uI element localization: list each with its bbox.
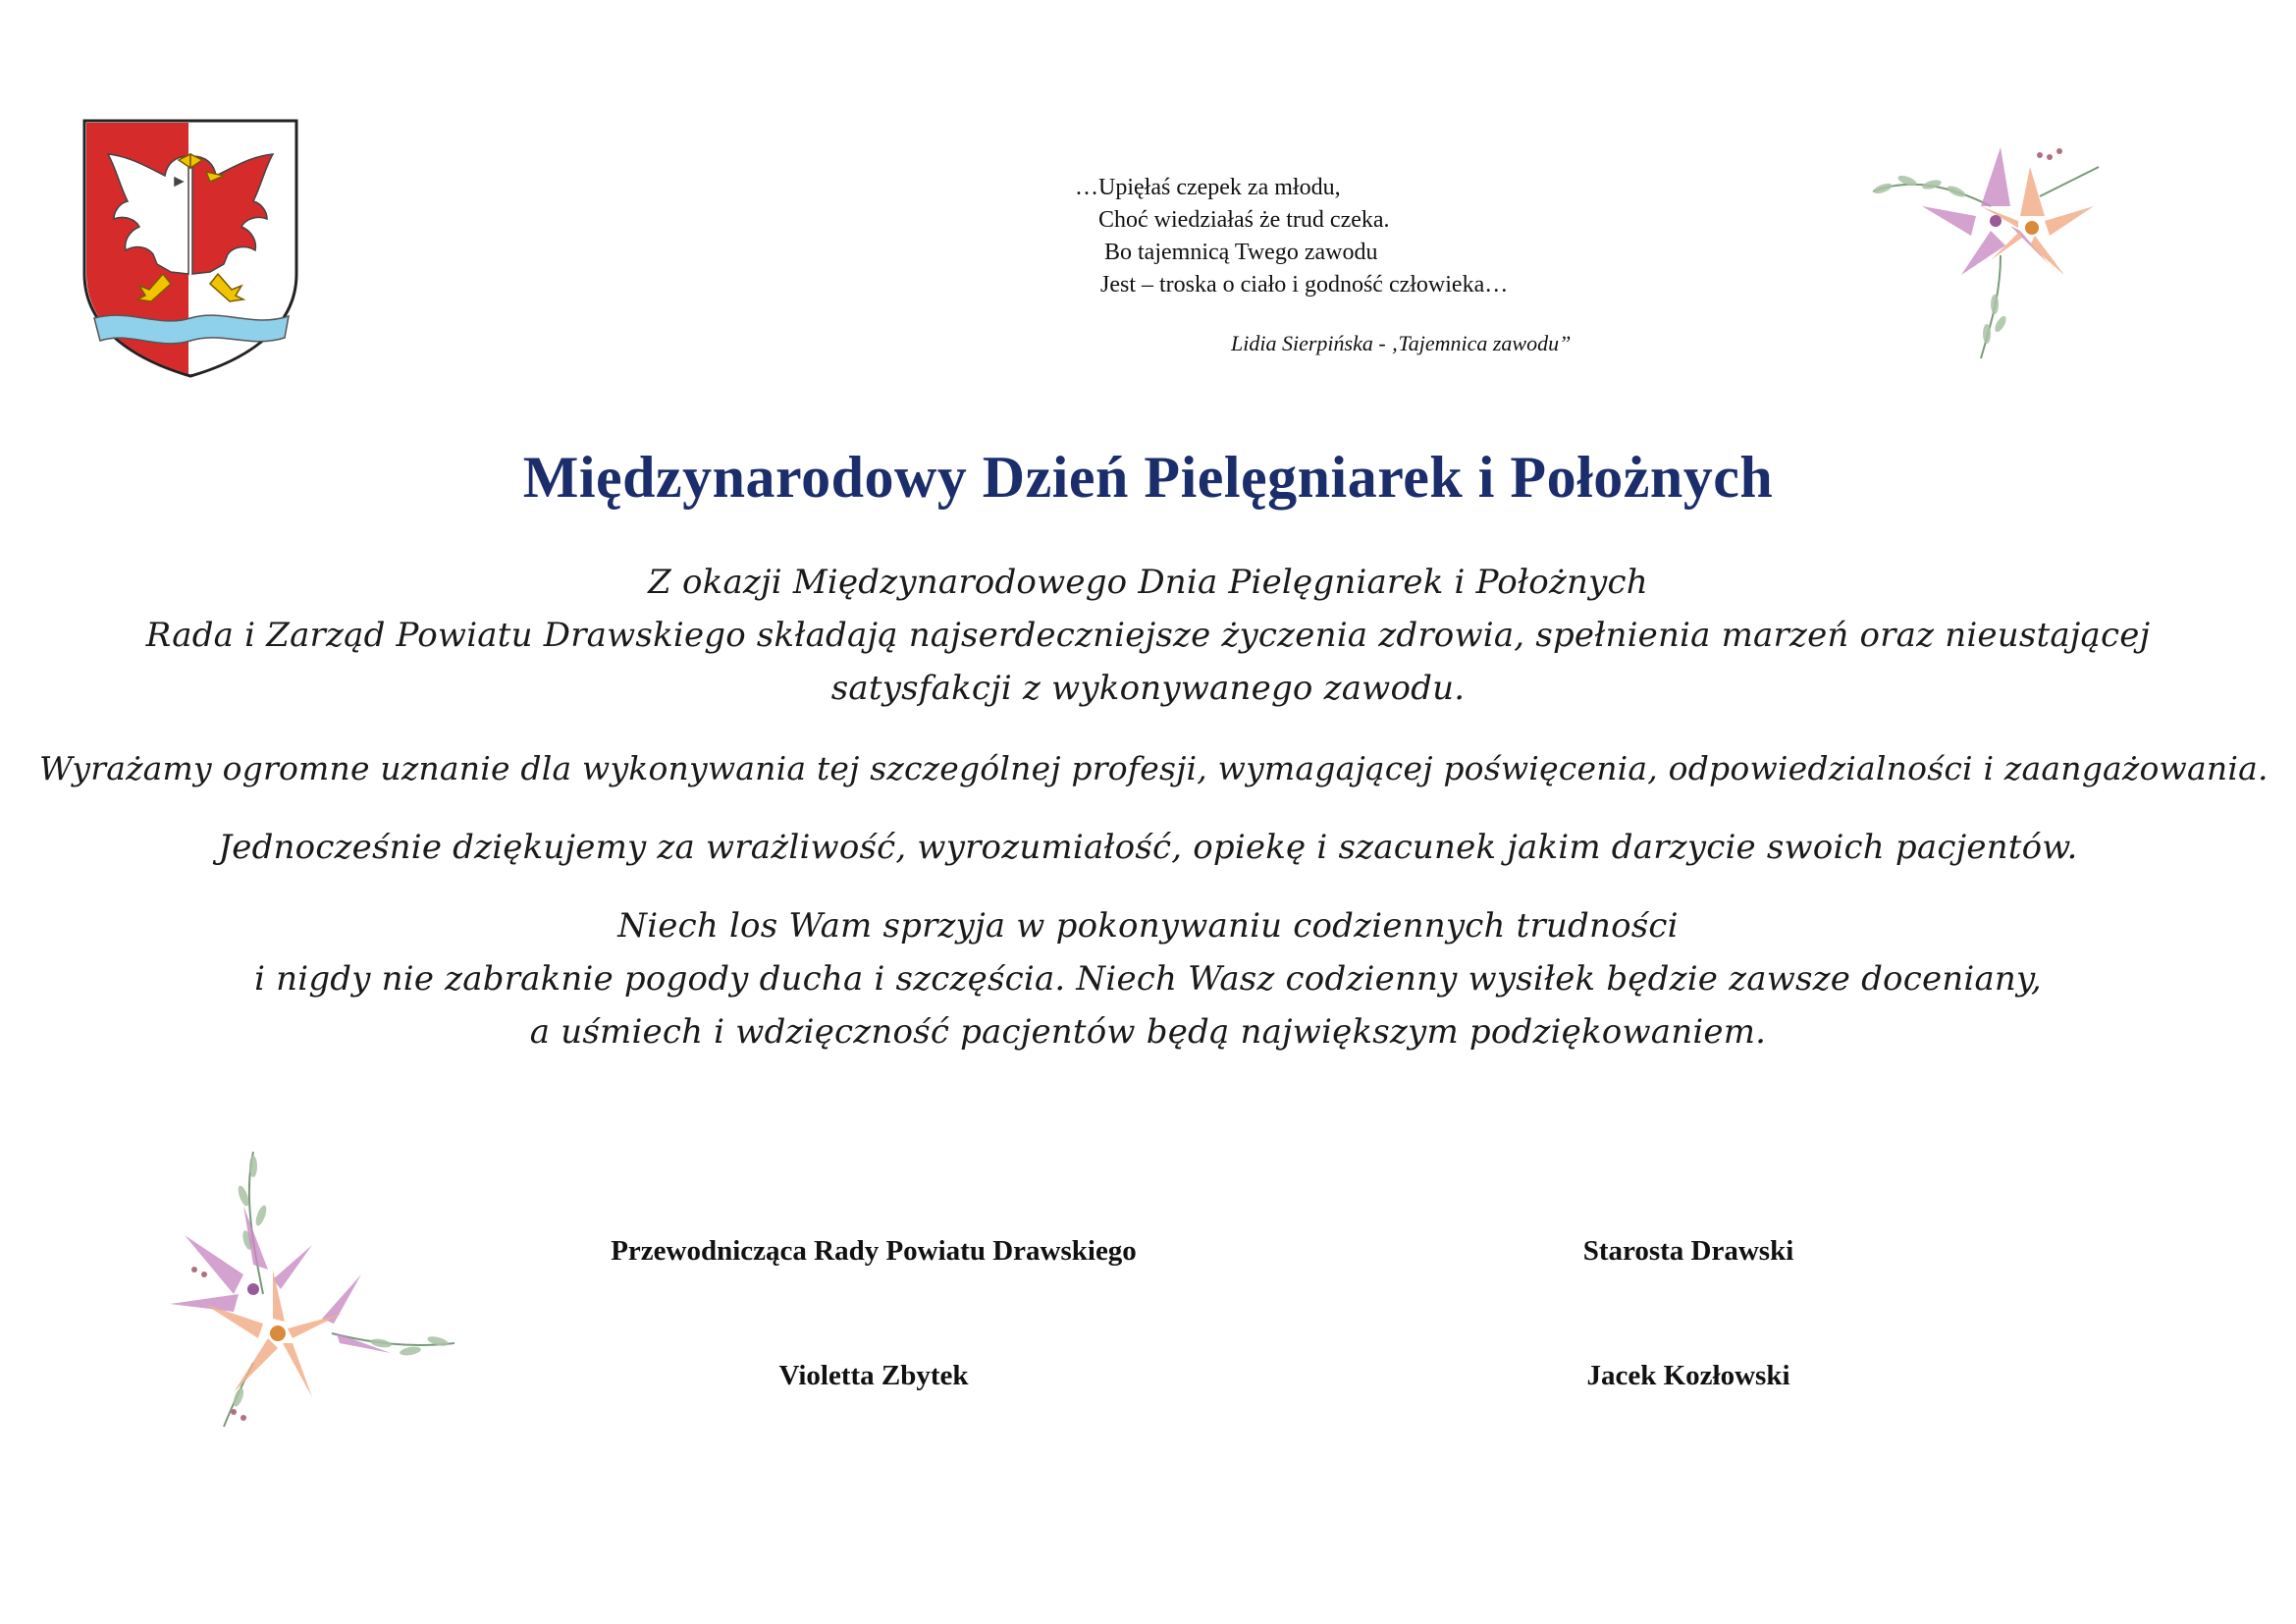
signature-left-title: Przewodnicząca Rady Powiatu Drawskiego [611, 1235, 1137, 1267]
poem-line: Bo tajemnicą Twego zawodu [1104, 240, 1378, 265]
poem-author: Lidia Sierpińska - ‚Tajemnica zawodu” [1231, 331, 1572, 355]
poem-quote [1075, 172, 1508, 301]
flower-bouquet-icon [165, 1147, 459, 1432]
flower-bouquet-icon [1853, 137, 2118, 363]
poem-line: …Upięłaś czepek za młodu, [1075, 175, 1341, 200]
paragraph-line: i nigdy nie zabraknie pogody ducha i szczęścia. Niech Wasz codzienny wysiłek będzie zawsze doceniany, [254, 959, 2042, 999]
greeting-paragraph [39, 556, 2257, 715]
signature-right-title: Starosta Drawski [1582, 1235, 1794, 1267]
paragraph-line: Jednocześnie dziękujemy za wrażliwość, wyrozumiałość, opiekę i szacunek jakim darzycie swoich pacjentów. [218, 828, 2078, 867]
paragraph-line: a uśmiech i wdzięczność pacjentów będą największym podziękowaniem. [529, 1012, 1767, 1052]
wishes-paragraph [39, 899, 2257, 1058]
paragraph-line: satysfakcji z wykonywanego zawodu. [830, 669, 1466, 708]
signature-left-name: Violetta Zbytek [778, 1360, 969, 1391]
paragraph-line: Rada i Zarząd Powiatu Drawskiego składają najserdeczniejsze życzenia zdrowia, spełnienia marzeń oraz nieustającej [145, 616, 2151, 655]
paragraph-line: Wyrażamy ogromne uznanie dla wykonywania tej szczególnej profesji, wymagającej poświęcenia, odpowiedzialności i zaangażowania. [39, 749, 2269, 787]
poem-line: Choć wiedziałaś że trud czeka. [1098, 207, 1390, 233]
signature-right-name: Jacek Kozłowski [1586, 1360, 1790, 1391]
paragraph-line: Niech los Wam sprzyja w pokonywaniu codziennych trudności [617, 906, 1679, 946]
paragraph-line: Z okazji Międzynarodowego Dnia Pielęgniarek i Położnych [648, 563, 1648, 602]
poem-line: Jest – troska o ciało i godność człowieka… [1100, 272, 1509, 298]
coat-of-arms-icon [80, 117, 300, 380]
thanks-paragraph [39, 821, 2257, 874]
appreciation-paragraph [39, 742, 2269, 795]
page-title: Międzynarodowy Dzień Pielęgniarek i Położnych [522, 445, 1774, 510]
